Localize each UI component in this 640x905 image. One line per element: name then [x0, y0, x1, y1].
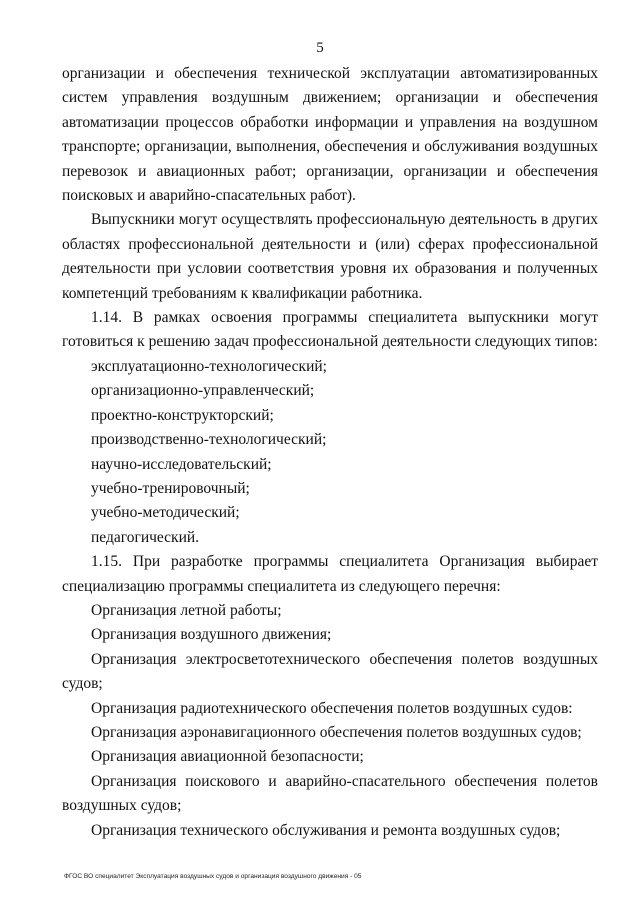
list-item: производственно-технологический; — [91, 431, 327, 449]
document-body — [62, 62, 598, 843]
paragraph-other-fields: Выпускники могут осуществлять профессиональную деятельность в других областях профессиональной деятельности и (или) сферах профессиональной деятельности при условии соответствия уровня их образования и полученных компетенций требованиям к квалификации работника. — [62, 211, 598, 302]
page-number: 5 — [316, 40, 324, 56]
list-item: учебно-методический; — [91, 504, 240, 522]
list-item: Организация технического обслуживания и ремонта воздушных судов; — [91, 821, 561, 839]
page-footer: ФГОС ВО специалитет Эксплуатация воздушных судов и организация воздушного движения - 05 — [64, 873, 362, 880]
list-item: Организация аэронавигационного обеспечения полетов воздушных судов; — [91, 723, 582, 741]
list-item: научно-исследовательский; — [91, 455, 272, 473]
list-item: учебно-тренировочный; — [91, 479, 250, 497]
list-item: Организация авиационной безопасности; — [91, 748, 364, 766]
list-item: эксплуатационно-технологический; — [91, 357, 327, 375]
list-item: педагогический. — [91, 528, 200, 546]
paragraph-1-14: 1.14. В рамках освоения программы специалитета выпускники могут готовиться к решению задач профессиональной деятельности следующих типов: — [62, 309, 598, 351]
list-item: организационно-управленческий; — [91, 382, 315, 400]
list-item: Организация воздушного движения; — [91, 626, 332, 644]
list-item: Организация радиотехнического обеспечения полетов воздушных судов: — [91, 699, 573, 717]
paragraph-organization-activities: организации и обеспечения технической эксплуатации автоматизированных систем управления воздушным движением; организации и обеспечения автоматизации процессов обработки информации и управления на воздушном транспорте; организации, выполнения, обеспечения и обслуживания воздушных перевозок и авиационных работ; организации, организации и обеспечения поисковых и аварийно-спасательных работ). — [62, 65, 598, 205]
activity-types-list — [62, 355, 598, 550]
list-item: проектно-конструкторский; — [91, 406, 274, 424]
paragraph-1-15: 1.15. При разработке программы специалитета Организация выбирает специализацию программы специалитета из следующего перечня: — [62, 553, 598, 595]
list-item: Организация электросветотехнического обеспечения полетов воздушных судов; — [62, 650, 598, 693]
list-item: Организация летной работы; — [91, 601, 282, 619]
specializations-list — [62, 599, 598, 843]
list-item: Организация поискового и аварийно-спасательного обеспечения полетов воздушных судов; — [62, 772, 598, 815]
